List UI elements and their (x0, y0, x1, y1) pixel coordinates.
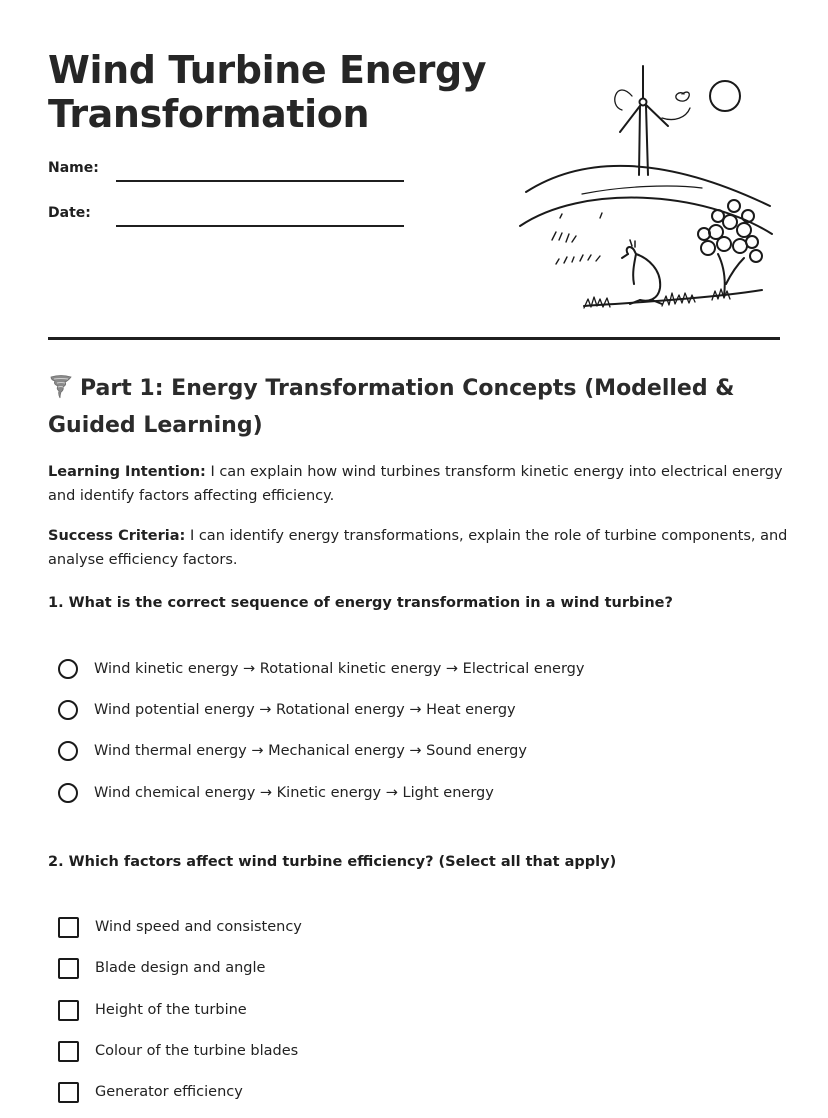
q1-option[interactable] (58, 698, 516, 722)
checkbox[interactable] (58, 917, 79, 938)
part-1-heading (48, 370, 780, 444)
q2-option[interactable] (58, 1080, 243, 1104)
q1-option-label: Wind kinetic energy → Rotational kinetic energy → Electrical energy (94, 661, 585, 677)
radio-button[interactable] (58, 700, 78, 720)
success-criteria-label: Success Criteria: (48, 528, 186, 544)
q2-option-label: Blade design and angle (95, 960, 266, 976)
checkbox[interactable] (58, 1041, 79, 1062)
checkbox[interactable] (58, 1000, 79, 1021)
q1-option[interactable] (58, 657, 584, 681)
success-criteria-text: I can identify energy transformations, explain the role of turbine components, and analyse efficiency factors. (48, 528, 788, 568)
question-2: 2. Which factors affect wind turbine efficiency? (Select all that apply) (48, 854, 617, 870)
radio-button[interactable] (58, 783, 78, 803)
wind-turbine-landscape-illustration (512, 58, 780, 316)
q2-option[interactable] (58, 956, 265, 980)
success-criteria (48, 524, 788, 572)
checkbox[interactable] (58, 958, 79, 979)
q1-option-label: Wind thermal energy → Mechanical energy → Sound energy (94, 743, 527, 759)
kangaroo-icon (622, 240, 662, 304)
learning-intention (48, 460, 788, 508)
header-divider (48, 337, 780, 340)
q2-option-label: Generator efficiency (95, 1084, 243, 1100)
q2-option[interactable] (58, 998, 247, 1022)
radio-button[interactable] (58, 741, 78, 761)
radio-button[interactable] (58, 659, 78, 679)
worksheet-title: Wind Turbine Energy Transformation (48, 48, 487, 136)
tree-icon (698, 200, 762, 296)
date-field[interactable] (116, 225, 404, 227)
q2-option[interactable] (58, 1039, 298, 1063)
question-1: 1. What is the correct sequence of energy transformation in a wind turbine? (48, 595, 673, 611)
tornado-icon (48, 373, 74, 399)
sun-icon (710, 81, 740, 111)
q1-option[interactable] (58, 781, 494, 805)
learning-intention-label: Learning Intention: (48, 464, 206, 480)
checkbox[interactable] (58, 1082, 79, 1103)
q2-option-label: Height of the turbine (95, 1002, 247, 1018)
q2-option-label: Colour of the turbine blades (95, 1043, 299, 1059)
q1-option[interactable] (58, 739, 527, 763)
date-label: Date: (48, 205, 91, 221)
part-1-title: Part 1: Energy Transformation Concepts (Modelled & Guided Learning) (48, 376, 735, 438)
learning-intention-text: I can explain how wind turbines transform kinetic energy into electrical energy and identify factors affecting efficiency. (48, 464, 783, 504)
q2-option-label: Wind speed and consistency (95, 919, 302, 935)
name-field[interactable] (116, 180, 404, 182)
q2-option[interactable] (58, 915, 302, 939)
q1-option-label: Wind chemical energy → Kinetic energy → Light energy (94, 785, 494, 801)
q1-option-label: Wind potential energy → Rotational energy → Heat energy (94, 702, 516, 718)
name-label: Name: (48, 160, 99, 176)
